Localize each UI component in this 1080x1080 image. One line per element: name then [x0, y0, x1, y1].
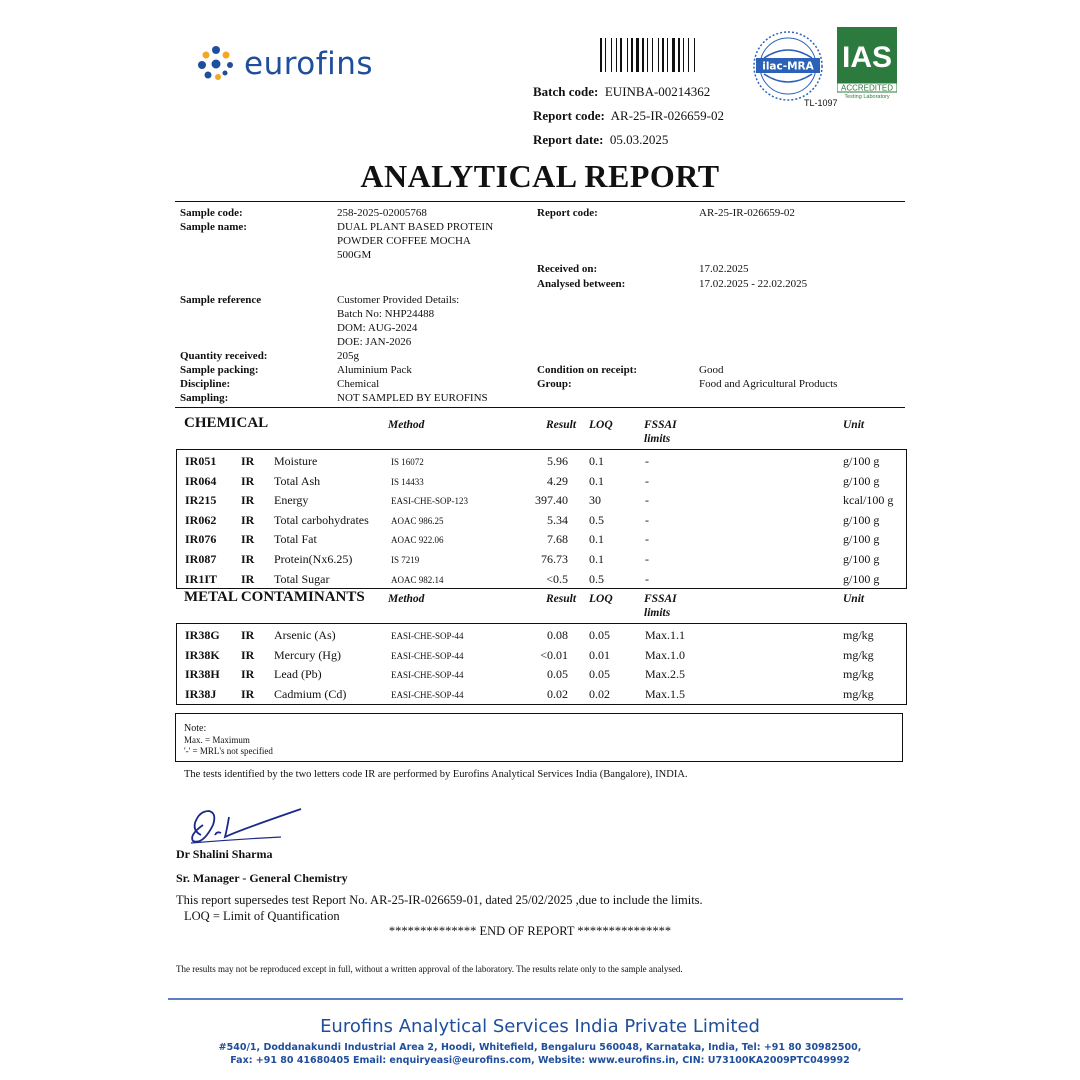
table-row: [177, 625, 906, 645]
parameter-name: Total carbohydrates: [274, 512, 369, 527]
parameter-name: Cadmium (Cd): [274, 686, 347, 701]
svg-text:Testing Laboratory: Testing Laboratory: [844, 94, 890, 99]
parameter-name: Lead (Pb): [274, 667, 322, 682]
limit: -: [645, 532, 649, 547]
discipline-value: Chemical: [337, 378, 380, 390]
sample-name-label: Sample name:: [180, 221, 247, 233]
reference-line-2: Batch No: NHP24488: [337, 308, 435, 320]
report-code-value: AR-25-IR-026659-02: [610, 108, 725, 123]
method: IS 16072: [391, 457, 424, 467]
unit: g/100 g: [843, 473, 880, 488]
col-loq-2: LOQ: [589, 593, 613, 605]
info-report-code-value: AR-25-IR-026659-02: [699, 207, 795, 219]
lab-code: IR: [241, 512, 255, 527]
ilac-mra-logo: [752, 30, 824, 102]
test-code: IR1IT: [185, 571, 218, 586]
loq: 0.1: [589, 473, 604, 488]
test-code: IR38G: [185, 628, 220, 642]
col-unit-2: Unit: [843, 593, 865, 605]
lab-code: IR: [241, 628, 255, 642]
batch-code-label: Batch code:: [533, 84, 599, 99]
unit: g/100 g: [843, 552, 880, 566]
limit: Max.1.5: [645, 686, 685, 701]
discipline-label: Discipline:: [180, 378, 231, 390]
sample-name-line-2: POWDER COFFEE MOCHA: [337, 235, 471, 247]
test-code: IR215: [185, 493, 217, 508]
quantity-label: Quantity received:: [180, 350, 268, 362]
result: 76.73: [541, 552, 568, 566]
reference-line-4: DOE: JAN-2026: [337, 336, 412, 348]
note-line-2: '-' = MRL's not specified: [184, 746, 273, 756]
report-code-label: Report code:: [533, 108, 605, 123]
loq: 0.05: [589, 628, 610, 642]
quantity-value: 205g: [337, 350, 359, 362]
result: 397.40: [535, 493, 568, 508]
unit: g/100 g: [843, 512, 880, 527]
report-date-label: Report date:: [533, 132, 604, 147]
unit: mg/kg: [843, 647, 874, 662]
lab-code: IR: [241, 473, 255, 488]
test-code: IR087: [185, 552, 217, 566]
table-row: [177, 645, 906, 665]
analysed-label: Analysed between:: [537, 278, 626, 290]
received-value: 17.02.2025: [699, 263, 749, 275]
test-code: IR076: [185, 532, 217, 547]
footer-address-line-2: Fax: +91 80 41680405 Email: enquiryeasi@eurofins.com, Website: www.eurofins.in, CIN: U73100KA2009PTC049992: [230, 1055, 850, 1066]
parameter-name: Total Ash: [274, 473, 321, 488]
result: 7.68: [547, 532, 568, 547]
supersedes-note: This report supersedes test Report No. AR-25-IR-026659-01, dated 25/02/2025 ,due to include the limits.: [176, 893, 703, 907]
sample-code-label: Sample code:: [180, 207, 243, 219]
signatory-name: Dr Shalini Sharma: [176, 847, 273, 861]
barcode: [600, 38, 708, 72]
method: EASI-CHE-SOP-44: [391, 689, 464, 700]
footer-company: Eurofins Analytical Services India Private Limited: [320, 1016, 760, 1037]
limit: -: [645, 512, 649, 527]
method: EASI-CHE-SOP-44: [391, 631, 464, 641]
table-row: [177, 490, 906, 510]
unit: g/100 g: [843, 532, 880, 547]
result: <0.01: [540, 647, 568, 662]
unit: mg/kg: [843, 667, 874, 682]
ias-accredited-logo: [837, 27, 897, 99]
lab-code: IR: [241, 667, 255, 682]
parameter-name: Energy: [274, 493, 309, 508]
parameter-name: Protein(Nx6.25): [274, 552, 353, 566]
limit: Max.1.0: [645, 647, 685, 662]
report-date-value: 05.03.2025: [609, 132, 669, 147]
metals-section-title: METAL CONTAMINANTS: [184, 589, 365, 605]
metals-table: [176, 623, 907, 705]
col-limits-2: FSSAI limits: [644, 593, 677, 619]
eurofins-logo: [196, 42, 396, 86]
limit: -: [645, 473, 649, 488]
table-row: [177, 510, 906, 530]
condition-label: Condition on receipt:: [537, 364, 638, 376]
loq: 0.05: [589, 667, 610, 682]
loq-definition: LOQ = Limit of Quantification: [184, 909, 340, 923]
unit: kcal/100 g: [843, 493, 894, 508]
result: 0.08: [547, 628, 568, 642]
note-box: [175, 713, 903, 762]
table-row: [177, 684, 906, 704]
lab-code: IR: [241, 532, 255, 547]
packing-value: Aluminium Pack: [337, 364, 412, 376]
chemical-table: [176, 449, 907, 589]
method: IS 14433: [391, 476, 424, 487]
limit: -: [645, 493, 649, 508]
parameter-name: Arsenic (As): [274, 628, 336, 642]
loq: 0.01: [589, 647, 610, 662]
table-row: [177, 569, 906, 589]
method: AOAC 982.14: [391, 574, 444, 585]
group-label: Group:: [537, 378, 572, 390]
table-row: [177, 664, 906, 684]
packing-label: Sample packing:: [180, 364, 259, 376]
method: IS 7219: [391, 555, 420, 565]
sample-name-line-1: DUAL PLANT BASED PROTEIN: [337, 221, 494, 233]
test-code: IR062: [185, 512, 217, 527]
received-label: Received on:: [537, 263, 598, 275]
lab-code: IR: [241, 552, 255, 566]
lab-code: IR: [241, 493, 255, 508]
info-report-code-label: Report code:: [537, 207, 598, 219]
lab-code: IR: [241, 647, 255, 662]
parameter-name: Total Sugar: [274, 571, 330, 586]
table-row: [177, 549, 906, 569]
result: 4.29: [547, 473, 568, 488]
ilac-code: TL-1097: [804, 98, 838, 108]
limit: -: [645, 552, 649, 566]
table-row: [177, 451, 906, 471]
note-title: Note:: [184, 723, 207, 734]
parameter-name: Mercury (Hg): [274, 647, 341, 662]
sample-name-line-3: 500GM: [337, 249, 372, 261]
test-code: IR38H: [185, 667, 220, 682]
loq: 0.02: [589, 686, 610, 701]
end-of-report: ************** END OF REPORT ***************: [388, 924, 672, 938]
unit: mg/kg: [843, 628, 874, 642]
test-code: IR064: [185, 473, 217, 488]
loq: 30: [589, 493, 601, 508]
eurofins-wordmark: eurofins: [244, 46, 374, 82]
limit: -: [645, 454, 649, 468]
parameter-name: Moisture: [274, 454, 318, 468]
report-title: ANALYTICAL REPORT: [360, 158, 720, 194]
table-row: [177, 529, 906, 549]
svg-text:IAS: IAS: [841, 41, 893, 74]
table-row: [177, 471, 906, 491]
lab-code: IR: [241, 686, 255, 701]
result: 0.02: [547, 686, 568, 701]
analysed-value: 17.02.2025 - 22.02.2025: [699, 278, 808, 290]
parameter-name: Total Fat: [274, 532, 317, 547]
method: EASI-CHE-SOP-123: [391, 496, 469, 507]
lab-code: IR: [241, 571, 255, 586]
result: 5.34: [547, 512, 568, 527]
svg-text:ilac-MRA: ilac-MRA: [762, 60, 814, 73]
col-method-2: Method: [388, 593, 425, 605]
limit: Max.1.1: [645, 628, 685, 642]
note-line-1: Max. = Maximum: [184, 735, 250, 745]
test-code: IR38J: [185, 686, 217, 701]
unit: g/100 g: [843, 571, 880, 586]
test-code: IR051: [185, 454, 217, 468]
method: AOAC 922.06: [391, 535, 444, 546]
test-code: IR38K: [185, 647, 220, 662]
col-result-2: Result: [546, 593, 577, 605]
result: 5.96: [547, 454, 568, 468]
footer-divider: [168, 998, 903, 1000]
signature-image: [181, 795, 311, 850]
method: EASI-CHE-SOP-44: [391, 650, 464, 661]
loq: 0.1: [589, 532, 604, 547]
sample-reference-label: Sample reference: [180, 294, 262, 306]
sample-info: [175, 201, 905, 408]
reference-line-1: Customer Provided Details:: [337, 294, 460, 306]
result: 0.05: [547, 667, 568, 682]
result: <0.5: [546, 571, 568, 586]
footer-address-line-1: #540/1, Doddanakundi Industrial Area 2, Hoodi, Whitefield, Bengaluru 560048, Karnataka, India, Tel: +91 80 30982500,: [218, 1042, 862, 1053]
loq: 0.1: [589, 552, 604, 566]
condition-value: Good: [699, 364, 724, 376]
signatory-role: Sr. Manager - General Chemistry: [176, 871, 348, 885]
loq: 0.5: [589, 571, 604, 586]
eurofins-logo-icon: [196, 44, 236, 84]
loq: 0.1: [589, 454, 604, 468]
group-value: Food and Agricultural Products: [699, 378, 838, 390]
col-unit: Unit: [843, 419, 865, 431]
limit: Max.2.5: [645, 667, 685, 682]
chemical-section-title: CHEMICAL: [184, 415, 269, 431]
sample-code-value: 258-2025-02005768: [337, 207, 427, 219]
loq: 0.5: [589, 512, 604, 527]
sampling-value: NOT SAMPLED BY EUROFINS: [337, 392, 488, 404]
batch-code-value: EUINBA-00214362: [604, 84, 711, 99]
col-loq: LOQ: [589, 419, 613, 431]
col-result: Result: [546, 419, 577, 431]
limit: -: [645, 571, 649, 586]
method: AOAC 986.25: [391, 515, 444, 526]
report-header-codes: [533, 80, 724, 152]
lab-code: IR: [241, 454, 255, 468]
unit: mg/kg: [843, 686, 874, 701]
tests-statement: The tests identified by the two letters code IR are performed by Eurofins Analytical Services India (Bangalore), INDIA.: [184, 769, 688, 780]
col-method: Method: [388, 419, 425, 431]
col-limits: FSSAI limits: [644, 419, 677, 445]
reference-line-3: DOM: AUG-2024: [337, 322, 418, 334]
method: EASI-CHE-SOP-44: [391, 670, 464, 681]
unit: g/100 g: [843, 454, 880, 468]
disclaimer: The results may not be reproduced except in full, without a written approval of the laboratory. The results relate only to the sample analysed.: [176, 964, 683, 974]
footer-address: [0, 1041, 1080, 1067]
sampling-label: Sampling:: [180, 392, 229, 404]
svg-text:ACCREDITED: ACCREDITED: [840, 83, 894, 93]
